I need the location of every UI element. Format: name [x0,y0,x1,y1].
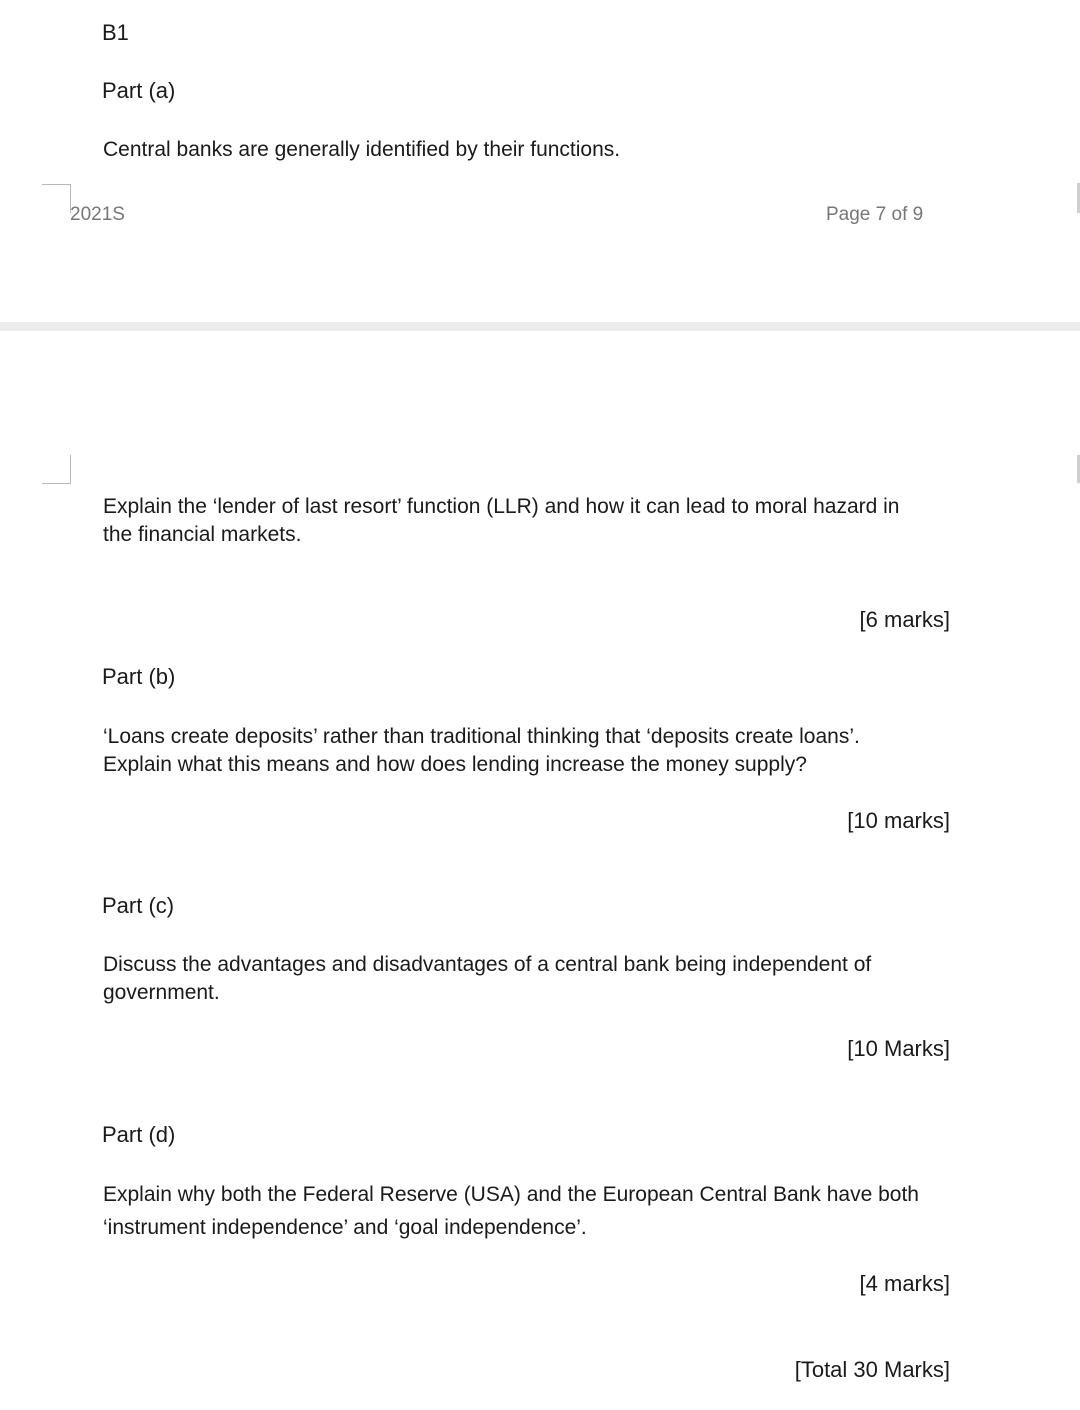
part-b-marks: [10 marks] [847,808,950,833]
footer-code: 2021S [70,204,125,225]
part-a-intro: Central banks are generally identified by their functions. [103,138,621,161]
part-a-marks: [6 marks] [859,607,950,632]
part-c-marks: [10 Marks] [847,1036,950,1061]
footer-page-number: Page 7 of 9 [826,204,924,225]
part-d-marks: [4 marks] [859,1271,950,1296]
part-c-heading: Part (c) [102,893,175,918]
part-a-question-line2: the financial markets. [103,523,302,546]
crop-mark-top-left [42,184,71,213]
part-c-question-line1: Discuss the advantages and disadvantages of a central bank being independent of [103,953,872,976]
part-d-question-line1: Explain why both the Federal Reserve (USA) and the European Central Bank have both [103,1183,919,1206]
part-c-question-line2: government. [103,981,220,1004]
part-b-question-line2: Explain what this means and how does lending increase the money supply? [103,753,807,776]
section-label: B1 [102,20,129,45]
part-d-question-line2: ‘instrument independence’ and ‘goal independence’. [103,1216,587,1239]
part-a-question-line1: Explain the ‘lender of last resort’ function (LLR) and how it can lead to moral hazard in [103,495,900,518]
part-b-heading: Part (b) [102,664,176,689]
total-marks: [Total 30 Marks] [794,1357,950,1382]
page-separator [0,322,1080,331]
part-b-question-line1: ‘Loans create deposits’ rather than traditional thinking that ‘deposits create loans’. [103,725,860,748]
part-a-heading: Part (a) [102,78,176,103]
crop-mark-bottom-left [42,455,71,484]
part-d-heading: Part (d) [102,1122,176,1147]
